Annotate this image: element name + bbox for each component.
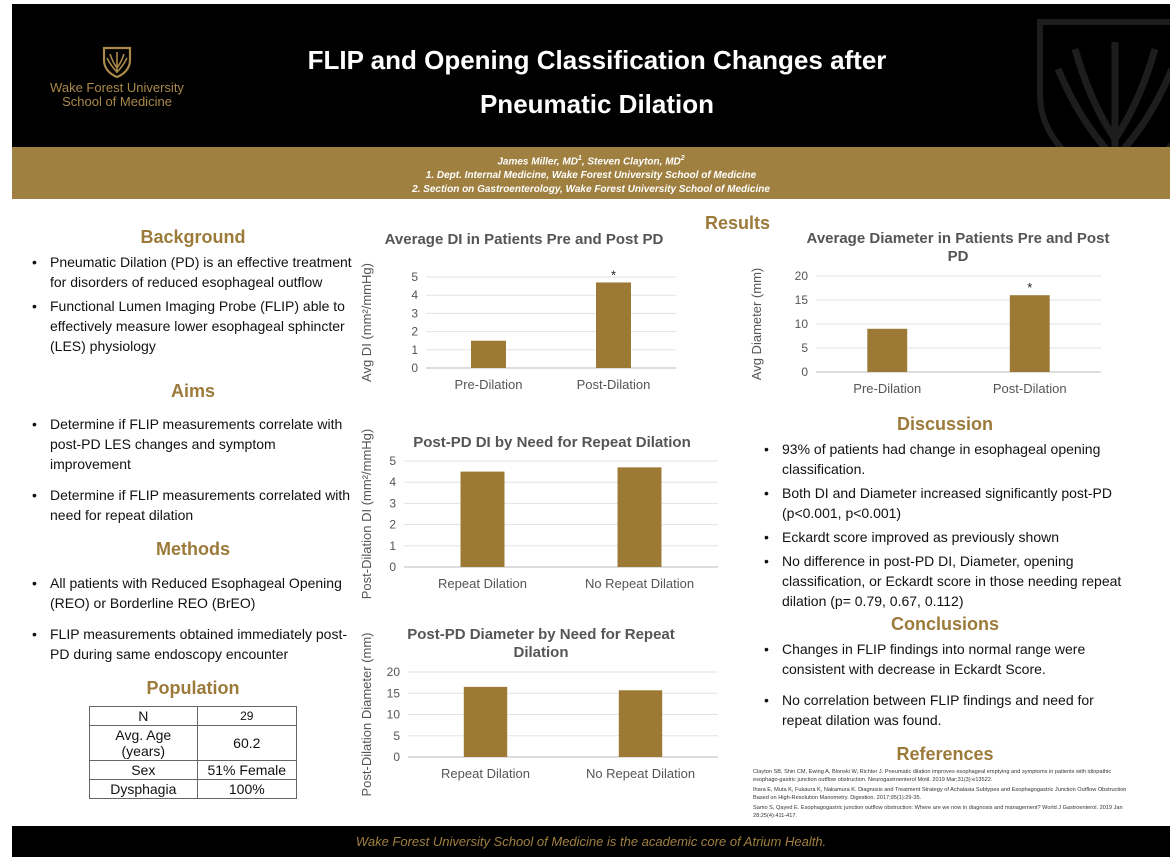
bar xyxy=(471,341,506,368)
population-heading: Population xyxy=(146,678,240,698)
bar xyxy=(464,687,507,757)
x-tick-label: Repeat Dilation xyxy=(441,766,530,781)
conclusions-heading: Conclusions xyxy=(890,614,999,634)
y-tick-label: 0 xyxy=(411,361,418,375)
logo-line1: Wake Forest University xyxy=(50,80,184,95)
x-tick-label: Pre-Dilation xyxy=(454,377,523,392)
discussion-item: • 93% of patients had change in esophageal opening classification. xyxy=(762,439,1132,479)
bar xyxy=(867,329,907,372)
author-1-sup: 1 xyxy=(577,155,582,162)
reference-item: Ihara E, Muta K, Fukaura K, Nakamura K. Diagnosis and Treatment Strategy of Achalasia Subtypes and Esophagogastric Junction Outflow Obstruction Based on High-Resolution Manometry. Digestion. 2017;95(1):29-35. xyxy=(753,787,1127,801)
chart-avg-di xyxy=(356,231,692,401)
y-tick-label: 2 xyxy=(389,517,396,532)
y-tick-label: 15 xyxy=(386,686,400,701)
x-tick-label: No Repeat Dilation xyxy=(584,576,695,591)
table-cell-value: 29 xyxy=(197,707,296,726)
chart-avg-diameter xyxy=(746,230,1110,406)
aims-heading: Aims xyxy=(170,381,215,401)
poster-header xyxy=(12,4,1170,147)
bar xyxy=(461,472,505,567)
background-section xyxy=(30,252,355,360)
affiliation-1: 1. Dept. Internal Medicine, Wake Forest University School of Medicine xyxy=(425,170,757,182)
discussion-section xyxy=(762,439,1132,615)
background-heading: Background xyxy=(140,227,246,247)
background-item: • Functional Lumen Imaging Probe (FLIP) able to effectively measure lower esophageal sphincter (LES) physiology xyxy=(30,296,355,356)
results-heading: Results xyxy=(704,213,771,233)
y-tick-label: 3 xyxy=(389,496,396,511)
references-list xyxy=(753,768,1128,822)
x-tick-label: No Repeat Dilation xyxy=(585,766,696,781)
x-tick-label: Pre-Dilation xyxy=(853,381,922,396)
methods-section xyxy=(30,573,355,668)
author-1: James Miller, MD xyxy=(497,156,578,168)
y-tick-label: 4 xyxy=(411,288,418,303)
y-tick-label: 10 xyxy=(386,707,400,722)
watermark-shield-icon xyxy=(1030,14,1170,147)
conclusions-item: • No correlation between FLIP findings and need for repeat dilation was found. xyxy=(762,690,1132,730)
discussion-item: • Both DI and Diameter increased significantly post-PD (p<0.001, p<0.001) xyxy=(762,483,1132,523)
shield-icon xyxy=(102,46,132,78)
y-axis-label: Post-Dilation Diameter (mm) xyxy=(359,632,374,797)
bar xyxy=(596,282,631,368)
methods-heading: Methods xyxy=(156,539,230,559)
affiliation-2: 2. Section on Gastroenterology, Wake Forest University School of Medicine xyxy=(412,184,770,196)
footer: Wake Forest University School of Medicine is the academic core of Atrium Health. xyxy=(12,826,1170,857)
table-row xyxy=(90,780,297,799)
y-tick-label: 1 xyxy=(411,342,418,357)
discussion-heading: Discussion xyxy=(896,414,994,434)
y-tick-label: 10 xyxy=(794,317,808,331)
population-table xyxy=(89,706,297,799)
x-tick-label: Repeat Dilation xyxy=(438,576,527,591)
table-cell-value: 100% xyxy=(197,780,296,799)
chart-post-di-repeat xyxy=(356,428,726,600)
y-tick-label: 5 xyxy=(389,454,396,468)
authors-bar xyxy=(12,147,1170,199)
y-tick-label: 20 xyxy=(794,269,808,283)
table-cell-label: Avg. Age (years) xyxy=(90,726,198,761)
chart-title: Average Diameter in Patients Pre and Post PD xyxy=(806,230,1110,265)
bar xyxy=(618,467,662,567)
table-cell-label: Dysphagia xyxy=(90,780,198,799)
chart-post-diameter-repeat xyxy=(356,626,726,797)
background-item: • Pneumatic Dilation (PD) is an effective treatment for disorders of reduced esophageal outflow xyxy=(30,252,355,292)
y-tick-label: 5 xyxy=(393,728,400,743)
discussion-list xyxy=(762,439,1132,611)
conclusions-item: • Changes in FLIP findings into normal range were consistent with decrease in Eckardt Score. xyxy=(762,639,1132,679)
background-list xyxy=(30,252,355,356)
reference-item: Clayton SB, Shin CM, Ewing A, Blonski W, Richter J. Pneumatic dilation improves esophageal emptying and symptoms in patients with idiopathic esophago-gastric junction outflow obstruction. Neurogastroenterol Motil. 2019 Mar;31(3):e13522. xyxy=(753,769,1112,783)
y-tick-label: 20 xyxy=(386,665,400,679)
y-axis-label: Avg Diameter (mm) xyxy=(749,267,764,381)
y-axis-label: Avg DI (mm²/mmHg) xyxy=(359,263,374,382)
methods-item: • All patients with Reduced Esophageal Opening (REO) or Borderline REO (BrEO) xyxy=(30,573,355,613)
chart-title: Post-PD DI by Need for Repeat Dilation xyxy=(413,434,691,451)
reference-item: Samo S, Qayed E. Esophagogastric junction outflow obstruction: Where are we now in diagnosis and management? World J Gastroenterol. 2019 Jan 28;25(4):411-417. xyxy=(753,805,1123,819)
table-row xyxy=(90,707,297,726)
author-2-sup: 2 xyxy=(680,155,685,162)
bar xyxy=(619,690,662,757)
significance-marker: * xyxy=(610,267,617,283)
logo-line2: School of Medicine xyxy=(62,94,172,109)
y-tick-label: 0 xyxy=(389,560,396,574)
y-tick-label: 4 xyxy=(389,475,396,490)
chart-svg xyxy=(356,231,692,401)
chart-title: Average DI in Patients Pre and Post PD xyxy=(384,231,664,248)
significance-marker: * xyxy=(1027,280,1033,296)
y-tick-label: 1 xyxy=(389,538,396,553)
discussion-item: • No difference in post-PD DI, Diameter, opening classification, or Eckardt score in those needing repeat dilation (p= 0.79, 0.67, 0.112) xyxy=(762,551,1132,611)
y-tick-label: 0 xyxy=(801,365,808,379)
poster-title xyxy=(212,38,982,126)
conclusions-list xyxy=(762,639,1132,730)
bar xyxy=(1010,295,1050,372)
table-row xyxy=(90,726,297,761)
discussion-item: • Eckardt score improved as previously shown xyxy=(762,527,1132,547)
conclusions-section xyxy=(762,639,1132,734)
author-2: Steven Clayton, MD xyxy=(587,156,681,168)
x-tick-label: Post-Dilation xyxy=(576,377,651,392)
x-tick-label: Post-Dilation xyxy=(992,381,1067,396)
methods-item: • FLIP measurements obtained immediately post-PD during same endoscopy encounter xyxy=(30,624,355,664)
table-row xyxy=(90,761,297,780)
y-tick-label: 0 xyxy=(393,750,400,764)
aims-item: • Determine if FLIP measurements correlate with post-PD LES changes and symptom improvement xyxy=(30,414,355,474)
aims-section xyxy=(30,414,355,529)
title-line2: Pneumatic Dilation xyxy=(479,89,715,119)
y-tick-label: 5 xyxy=(801,341,808,355)
table-cell-value: 51% Female xyxy=(197,761,296,780)
table-cell-label: N xyxy=(90,707,198,726)
aims-list xyxy=(30,414,355,525)
y-tick-label: 15 xyxy=(794,293,808,307)
y-tick-label: 5 xyxy=(411,270,418,284)
y-axis-label: Post-Dilation DI (mm²/mmHg) xyxy=(359,428,374,600)
chart-title: Post-PD Diameter by Need for Repeat Dilation xyxy=(407,626,675,661)
aims-item: • Determine if FLIP measurements correlated with need for repeat dilation xyxy=(30,485,355,525)
table-cell-value: 60.2 xyxy=(197,726,296,761)
chart-svg xyxy=(356,428,726,600)
author-line: James Miller, $MD^1$, Steven Clayton, $MD^2$ xyxy=(497,155,685,168)
y-tick-label: 2 xyxy=(411,324,418,339)
table-cell-label: Sex xyxy=(90,761,198,780)
wfu-logo xyxy=(32,46,202,109)
references-heading: References xyxy=(896,744,994,764)
title-line1: FLIP and Opening Classification Changes after xyxy=(307,45,887,75)
y-tick-label: 3 xyxy=(411,306,418,321)
methods-list xyxy=(30,573,355,664)
